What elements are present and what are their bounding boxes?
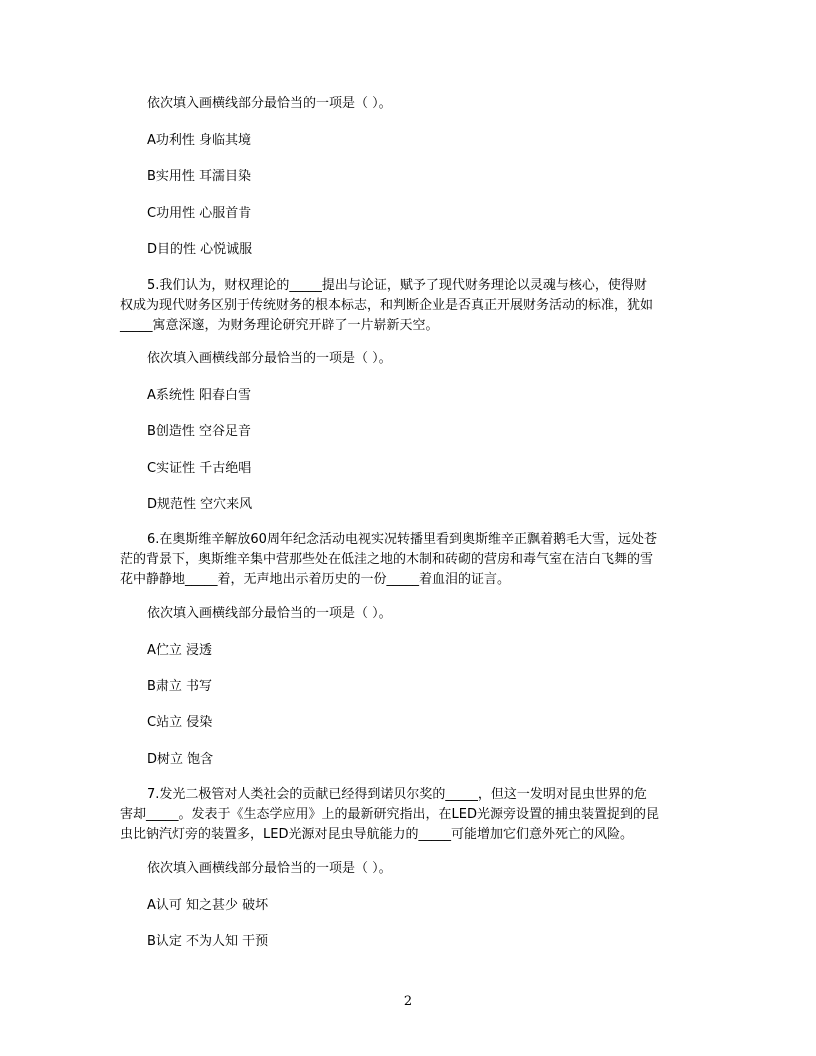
q7-text-line-3: 虫比钠汽灯旁的装置多，LED光源对昆虫导航能力的_____可能增加它们意外死亡的风险。 [120, 827, 633, 842]
page-number: 2 [403, 994, 413, 1009]
q7-option-a: A认可 知之甚少 破坏 [147, 898, 269, 913]
q5-text-line-1: 5.我们认为，财权理论的_____提出与论证，赋予了现代财务理论以灵魂与核心，使得财 [147, 278, 647, 293]
q4-option-b: B实用性 耳濡目染 [147, 169, 252, 184]
q5-option-d: D规范性 空穴来风 [147, 497, 253, 512]
q6-text-line-1: 6.在奥斯维辛解放60周年纪念活动电视实况转播里看到奥斯维辛正飘着鹅毛大雪，远处苍 [147, 532, 657, 547]
q7-option-b: B认定 不为人知 干预 [147, 934, 269, 949]
q7-text-line-1: 7.发光二极管对人类社会的贡献已经得到诺贝尔奖的_____，但这一发明对昆虫世界的危 [147, 787, 647, 802]
q4-stem: 依次填入画横线部分最恰当的一项是（ ）。 [147, 96, 392, 111]
q6-option-c: C站立 侵染 [147, 715, 213, 730]
q4-option-d: D目的性 心悦诚服 [147, 242, 253, 257]
q6-stem: 依次填入画横线部分最恰当的一项是（ ）。 [147, 606, 392, 621]
q6-option-b: B肃立 书写 [147, 679, 213, 694]
q6-option-a: A伫立 浸透 [147, 643, 213, 658]
q5-option-b: B创造性 空谷足音 [147, 424, 252, 439]
q6-text-line-2: 茫的背景下，奥斯维辛集中营那些处在低洼之地的木制和砖砌的营房和毒气室在洁白飞舞的雪 [120, 552, 654, 567]
q5-text-line-2: 权成为现代财务区别于传统财务的根本标志，和判断企业是否真正开展财务活动的标准，犹如 [120, 298, 654, 313]
q4-option-a: A功利性 身临其境 [147, 133, 252, 148]
q5-text-line-3: _____寓意深邃，为财务理论研究开辟了一片崭新天空。 [120, 318, 439, 333]
q6-text-line-3: 花中静静地_____着，无声地出示着历史的一份_____着血泪的证言。 [120, 572, 511, 587]
q6-option-d: D树立 饱含 [147, 752, 214, 767]
q7-stem: 依次填入画横线部分最恰当的一项是（ ）。 [147, 861, 392, 876]
q7-text-line-2: 害却_____。发表于《生态学应用》上的最新研究指出，在LED光源旁设置的捕虫装置捉到的昆 [120, 807, 659, 822]
q4-option-c: C功用性 心服首肯 [147, 206, 252, 221]
q5-option-c: C实证性 千古绝唱 [147, 461, 252, 476]
q5-option-a: A系统性 阳春白雪 [147, 388, 252, 403]
q5-stem: 依次填入画横线部分最恰当的一项是（ ）。 [147, 351, 392, 366]
